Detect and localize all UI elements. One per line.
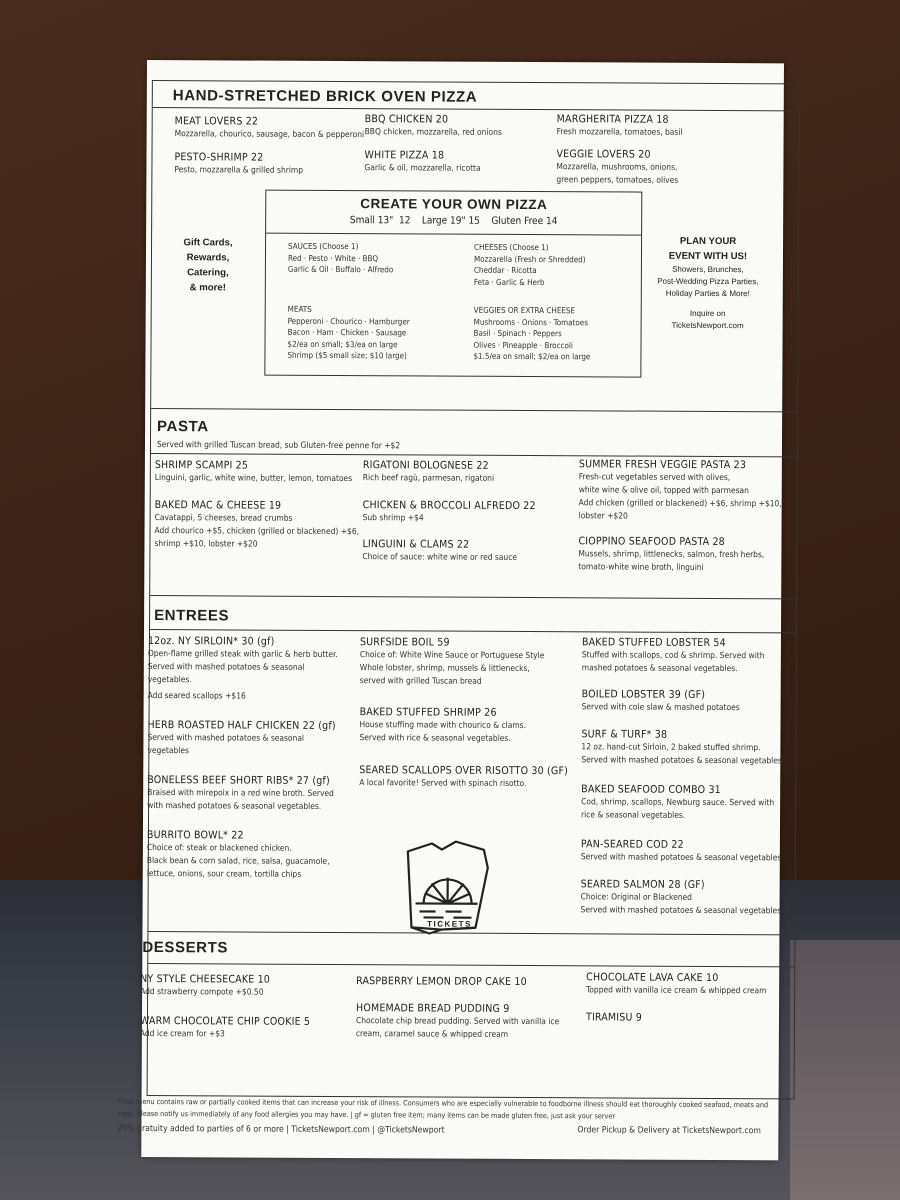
menu-item: BAKED MAC & CHEESE 19 Cavatappi, 5 cheeses, bread crumbs Add chourico +$5, chicken (grilled or blackened) +$6, shrimp +$10, lobster +$20 — [154, 499, 360, 549]
menu-border — [139, 80, 800, 1099]
menu-item: VEGGIE LOVERS 20 Mozzarella, mushrooms, onions, green peppers, tomatoes, olives — [556, 148, 679, 185]
menu-item: PAN-SEARED COD 22 Served with mashed potatoes & seasonal vegetables — [580, 838, 782, 863]
menu-item: SEARED SCALLOPS OVER RISOTTO 30 (GF) A local favorite! Served with spinach risotto. — [359, 764, 569, 788]
desserts-title: DESSERTS — [142, 938, 229, 957]
menu-item: PESTO-SHRIMP 22 Pesto, mozzarella & grilled shrimp — [174, 151, 304, 175]
menu-item: MARGHERITA PIZZA 18 Fresh mozzarella, tomatoes, basil — [556, 113, 683, 137]
divider — [266, 233, 641, 236]
menu-item: NY STYLE CHEESECAKE 10 Add strawberry compote +$0.50 — [140, 972, 271, 997]
menu-item: 12oz. NY SIRLOIN* 30 (gf) Open-flame grilled steak with garlic & herb butter. Served with mashed potatoes & seasonal vegetables. Add seared scallops +$16 — [147, 635, 338, 701]
menu-item: MEAT LOVERS 22 Mozzarella, chourico, sausage, bacon & pepperoni — [174, 115, 365, 140]
divider — [150, 629, 796, 633]
menu-item: BOILED LOBSTER 39 (GF) Served with cole slaw & mashed potatoes — [581, 688, 740, 713]
menu-item: BONELESS BEEF SHORT RIBS* 27 (gf) Braised with mirepoix in a red wine broth. Served with mashed potatoes & seasonal vegetables. — [147, 774, 334, 811]
menu-item: BAKED SEAFOOD COMBO 31 Cod, shrimp, scallops, Newburg sauce. Served with rice & seasonal vegetables. — [581, 783, 775, 820]
veggies-group: VEGGIES OR EXTRA CHEESE Mushrooms · Onions · Tomatoes Basil · Spinach · Peppers Olives · Pineapple · Broccoli $1.5/ea on small; $2/ea on large — [473, 305, 591, 362]
logo-text: TICKETS — [427, 919, 472, 929]
menu-card — [117, 60, 785, 1160]
create-title: CREATE YOUR OWN PIZZA — [360, 196, 548, 213]
menu-item: BAKED STUFFED LOBSTER 54 Stuffed with scallops, cod & shrimp. Served with mashed potatoes & seasonal vegetables. — [581, 636, 765, 674]
menu-item: HOMEMADE BREAD PUDDING 9 Chocolate chip bread pudding. Served with vanilla ice cream, caramel sauce & whipped cream — [355, 1002, 560, 1039]
menu-item: LINGUINI & CLAMS 22 Choice of sauce: white wine or red sauce — [362, 538, 518, 562]
cheeses-group: CHEESES (Choose 1) Mozzarella (Fresh or Shredded) Cheddar · Ricotta Feta · Garlic & Herb — [473, 242, 586, 287]
divider — [153, 107, 799, 111]
menu-item: BBQ CHICKEN 20 BBQ chicken, mozzarella, red onions — [364, 113, 502, 137]
tickets-logo — [401, 837, 498, 942]
tickets-logo-icon — [401, 837, 498, 938]
menu-item: WHITE PIZZA 18 Garlic & oil, mozzarella, ricotta — [364, 149, 481, 173]
divider — [148, 963, 794, 967]
menu-item: CHOCOLATE LAVA CAKE 10 Topped with vanilla ice cream & whipped cream — [586, 971, 767, 996]
menu-item: SHRIMP SCAMPI 25 Linguini, garlic, white wine, butter, lemon, tomatoes — [154, 459, 353, 484]
footer-left: 20% gratuity added to parties of 6 or more | TicketsNewport.com | @TicketsNewport — [117, 1123, 445, 1136]
create-your-own-box — [264, 190, 642, 378]
menu-item: RIGATONI BOLOGNESE 22 Rich beef ragù, parmesan, rigatoni — [362, 459, 495, 483]
menu-item: BURRITO BOWL* 22 Choice of: steak or blackened chicken. Black bean & corn salad, rice, salsa, guacamole, lettuce, onions, sour cream, tortilla chips — [146, 829, 330, 879]
menu-item: TIRAMISU 9 — [585, 1011, 643, 1024]
menu-item: RASPBERRY LEMON DROP CAKE 10 — [356, 975, 527, 989]
pasta-title: PASTA — [157, 418, 209, 436]
create-sizes: Small 13" 12 Large 19" 15 Gluten Free 14 — [349, 215, 558, 228]
sauces-group: SAUCES (Choose 1) Red · Pesto · White · BBQ Garlic & Oil · Buffalo · Alfredo — [287, 241, 394, 275]
meats-group: MEATS Pepperoni · Chourico · Hamburger Bacon · Ham · Chicken · Sausage $2/ea on small; $3/ea on large Shrimp ($5 small size; $10 large) — [287, 304, 410, 361]
menu-item: SURF & TURF* 38 12 oz. hand-cut Sirloin, 2 baked stuffed shrimp. Served with mashed potatoes & seasonal vegetables. — [581, 728, 785, 766]
menu-item: CHICKEN & BROCCOLI ALFREDO 22 Sub shrimp +$4 — [362, 499, 536, 523]
menu-item: BAKED STUFFED SHRIMP 26 House stuffing made with chourico & clams. Served with rice & seasonal vegetables. — [359, 706, 527, 743]
pasta-subtitle: Served with grilled Tuscan bread, sub Gluten-free penne for +$2 — [156, 439, 401, 451]
footer-right: Order Pickup & Delivery at TicketsNewport.com — [577, 1125, 761, 1137]
disclaimer: *This menu contains raw or partially cooked items that can increase your risk of illness. Consumers who are especially vulnerable to foodborne illness should eat thoroughly cooked seafood, meats and eggs. Please notify us immediately of any food allergies you may have. | gf = gluten free item; many items can be made gluten free, just ask your server — [117, 1096, 769, 1121]
menu-item: HERB ROASTED HALF CHICKEN 22 (gf) Served with mashed potatoes & seasonal vegetables — [147, 719, 336, 756]
background-chair — [790, 940, 900, 1200]
divider — [151, 453, 797, 457]
menu-item: SURFSIDE BOIL 59 Choice of: White Wine Sauce or Portuguese Style Whole lobster, shrimp, mussels & littlenecks, served with grilled Tuscan bread — [359, 636, 545, 686]
event-note: PLAN YOUR EVENT WITH US! Showers, Brunches, Post-Wedding Pizza Parties, Holiday Parties & More! Inquire on TicketsNewport.com — [657, 235, 759, 331]
menu-item: SEARED SALMON 28 (GF) Choice: Original or Blackened Served with mashed potatoes & seasonal vegetables — [580, 878, 782, 916]
divider — [150, 595, 796, 599]
divider — [151, 408, 797, 412]
menu-item: CIOPPINO SEAFOOD PASTA 28 Mussels, shrimp, littlenecks, salmon, fresh herbs, tomato-white wine broth, linguini — [578, 535, 765, 572]
gift-cards-note: Gift Cards, Rewards, Catering, & more! — [183, 237, 233, 294]
pizza-title: HAND-STRETCHED BRICK OVEN PIZZA — [172, 87, 478, 106]
menu-item: WARM CHOCOLATE CHIP COOKIE 5 Add ice cream for +$3 — [139, 1014, 311, 1039]
entrees-title: ENTREES — [154, 607, 230, 625]
menu-item: SUMMER FRESH VEGGIE PASTA 23 Fresh-cut vegetables served with olives, white wine & olive oil, topped with parmesan Add chicken (grilled or blackened) +$6, shrimp +$10, lobster +$20 — [578, 458, 782, 521]
